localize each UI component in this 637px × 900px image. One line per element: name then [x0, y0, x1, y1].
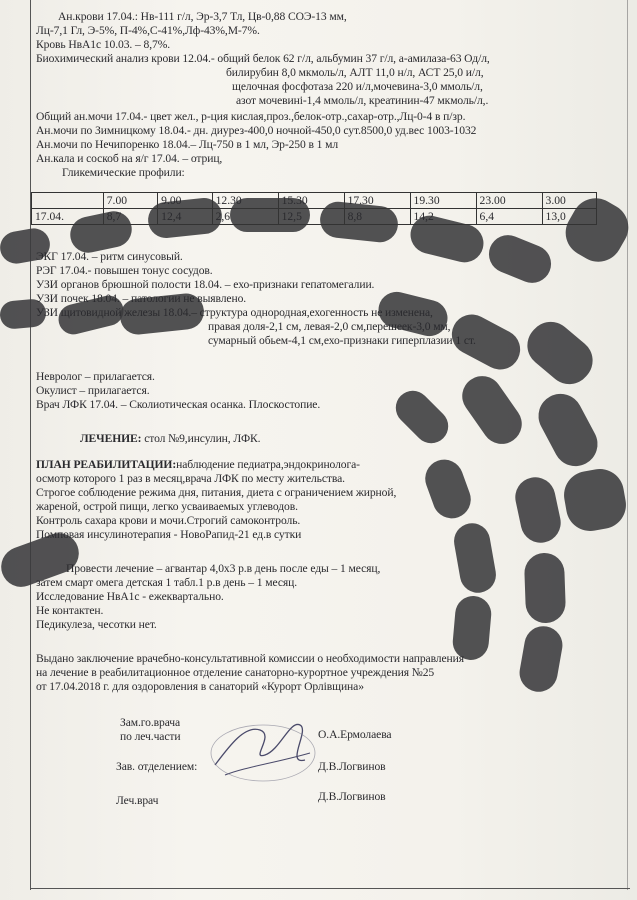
- biochem-line: билирубин 8,0 мкмоль/л, АЛТ 11,0 н/л, АСТ 25,0 и/л,: [226, 66, 484, 79]
- contact-line: Не контактен.: [36, 604, 104, 617]
- ophthalmologist-line: Окулист – прилагается.: [36, 384, 150, 397]
- neurologist-line: Невролог – прилагается.: [36, 370, 155, 383]
- signatory-title: Зам.го.врача: [120, 716, 181, 729]
- conclusion-line: на лечение в реабилитационное отделение санаторно-курортное учреждения №25: [36, 666, 435, 679]
- urine-test-line: Общий ан.мочи 17.04.- цвет жел., р-ция кислая,проз.,белок-отр.,сахар-отр.,Лц-0-4 в п/зр.: [36, 110, 466, 123]
- ultrasound-thyroid-line: правая доля-2,1 см, левая-2,0 см,перешеек-3,0 мм,: [208, 320, 451, 333]
- page-border-right: [627, 0, 628, 890]
- watermark-stripe: [483, 229, 557, 288]
- page-border-left: [30, 0, 31, 890]
- time-cell: 17.30: [344, 193, 410, 209]
- rehab-plan-line: [36, 458, 360, 471]
- signatory-title: Леч.врач: [116, 794, 159, 807]
- prescription-line: затем смарт омега детская 1 табл.1 р.в день – 1 месяц.: [36, 576, 298, 589]
- blood-formula-line: Лц-7,1 Гл, Э-5%, П-4%,С-41%,Лф-43%,М-7%.: [36, 24, 260, 37]
- glucose-cell: 2,6: [212, 209, 278, 225]
- watermark-stripe: [531, 386, 606, 474]
- glucose-cell: 6,4: [476, 209, 542, 225]
- biochem-line: щелочная фосфотаза 220 и/л,мочевина-3,0 ммоль/л,: [232, 80, 483, 93]
- conclusion-line: от 17.04.2018 г. для оздоровления в санаторий «Курорт Орлівщина»: [36, 680, 364, 693]
- time-cell: 23.00: [476, 193, 542, 209]
- watermark-stripe: [389, 384, 455, 450]
- rehab-plan-text: наблюдение педиатра,эндокринолога-: [176, 458, 360, 471]
- glucose-cell: 13,0: [542, 209, 596, 225]
- hba1c-line: Кровь НвА1с 10.03. – 8,7%.: [36, 38, 171, 51]
- watermark-stripe: [524, 552, 566, 623]
- time-cell: 15.30: [278, 193, 344, 209]
- biochem-line: Биохимический анализ крови 12.04.- общий белок 62 г/л, альбумин 37 г/л, а-амилаза-63 Од/л,: [36, 52, 490, 65]
- time-cell: [32, 193, 104, 209]
- time-cell: 12.30: [212, 193, 278, 209]
- zimnitsky-line: Ан.мочи по Зимницкому 18.04.- дн. диурез-400,0 ночной-450,0 сут.8500,0 уд.вес 1003-1032: [36, 124, 477, 137]
- watermark-stripe: [420, 454, 476, 523]
- ultrasound-thyroid-line: сумарный обьем-4,1 см,ехо-признаки гиперплазии 1 ст.: [208, 334, 476, 347]
- glycemic-table: [31, 192, 597, 225]
- treatment-line: [80, 432, 260, 445]
- ultrasound-kidney-line: УЗИ почек 18.04. – патологии не выявлено.: [36, 292, 247, 305]
- pediculosis-line: Педикулеза, чесотки нет.: [36, 618, 157, 631]
- stool-test-line: Ан.кала и соскоб на я/г 17.04. – отриц,: [36, 152, 223, 165]
- rehab-plan-line: Помповая инсулинотерапия - НовоРапид-21 ед.в сутки: [36, 528, 302, 541]
- ecg-line: ЭКГ 17.04. – ритм синусовый.: [36, 250, 183, 263]
- conclusion-line: Выдано заключение врачебно-консультативной комиссии о необходимости направления: [36, 652, 464, 665]
- table-row: [32, 209, 597, 225]
- prescription-line: Исследование НвА1с - ежеквартально.: [36, 590, 224, 603]
- rehab-plan-line: жареной, острой пищи, легко усваиваемых углеводов.: [36, 500, 298, 513]
- time-cell: 19.30: [410, 193, 476, 209]
- glucose-cell: 8,8: [344, 209, 410, 225]
- biochem-line: азот мочевині-1,4 ммоль/л, креатинин-47 мкмоль/л,.: [236, 94, 489, 107]
- glucose-cell: 12,5: [278, 209, 344, 225]
- ultrasound-thyroid-line: УЗИ щитовидной железы 18.04.– структура однородная,ехогенность не изменена,: [36, 306, 433, 319]
- watermark-stripe: [560, 465, 630, 535]
- nechiporenko-line: Ан.мочи по Нечипоренко 18.04.– Лц-750 в 1 мл, Эр-250 в 1 мл: [36, 138, 339, 151]
- lfk-doctor-line: Врач ЛФК 17.04. – Сколиотическая осанка. Плоскостопие.: [36, 398, 321, 411]
- glycemic-profile-heading: Гликемические профили:: [62, 166, 185, 179]
- prescription-line: Провести лечение – агвантар 4,0х3 р.в день после еды – 1 месяц,: [66, 562, 381, 575]
- signatory-name: Д.В.Логвинов: [318, 790, 386, 803]
- signatory-title: по леч.части: [120, 730, 181, 743]
- watermark-stripe: [512, 474, 565, 547]
- watermark-stripe: [451, 520, 499, 595]
- watermark-stripe: [454, 368, 529, 452]
- signatory-name: О.А.Ермолаева: [318, 728, 392, 741]
- signatory-name: Д.В.Логвинов: [318, 760, 386, 773]
- rehab-plan-line: Контроль сахара крови и мочи.Строгий самоконтроль.: [36, 514, 301, 527]
- table-row: [32, 193, 597, 209]
- signature-stamp: [205, 705, 320, 785]
- page-border-bottom: [30, 888, 630, 889]
- watermark-stripe: [518, 313, 601, 393]
- rehab-plan-line: осмотр которого 1 раз в месяц,врача ЛФК по месту жительства.: [36, 472, 345, 485]
- glucose-cell: 8,7: [103, 209, 157, 225]
- reg-line: РЭГ 17.04.- повышен тонус сосудов.: [36, 264, 213, 277]
- rehab-plan-line: Строгое соблюдение режима дня, питания, диета с ограничением жирной,: [36, 486, 397, 499]
- glucose-cell: 14,2: [410, 209, 476, 225]
- ultrasound-abdomen-line: УЗИ органов брюшной полости 18.04. – ехо-признаки гепатомегалии.: [36, 278, 375, 291]
- watermark-stripe: [517, 623, 566, 695]
- treatment-heading: ЛЕЧЕНИЕ:: [80, 432, 142, 445]
- time-cell: 3.00: [542, 193, 596, 209]
- rehab-plan-heading: ПЛАН РЕАБИЛИТАЦИИ:: [36, 458, 177, 471]
- time-cell: 9.00: [158, 193, 212, 209]
- signatory-title: Зав. отделением:: [116, 760, 198, 773]
- date-cell: 17.04.: [32, 209, 104, 225]
- treatment-text: стол №9,инсулин, ЛФК.: [141, 432, 261, 445]
- blood-test-line: Ан.крови 17.04.: Нв-111 г/л, Эр-3,7 Тл, Цв-0,88 СОЭ-13 мм,: [58, 10, 347, 23]
- glucose-cell: 12,4: [158, 209, 212, 225]
- time-cell: 7.00: [103, 193, 157, 209]
